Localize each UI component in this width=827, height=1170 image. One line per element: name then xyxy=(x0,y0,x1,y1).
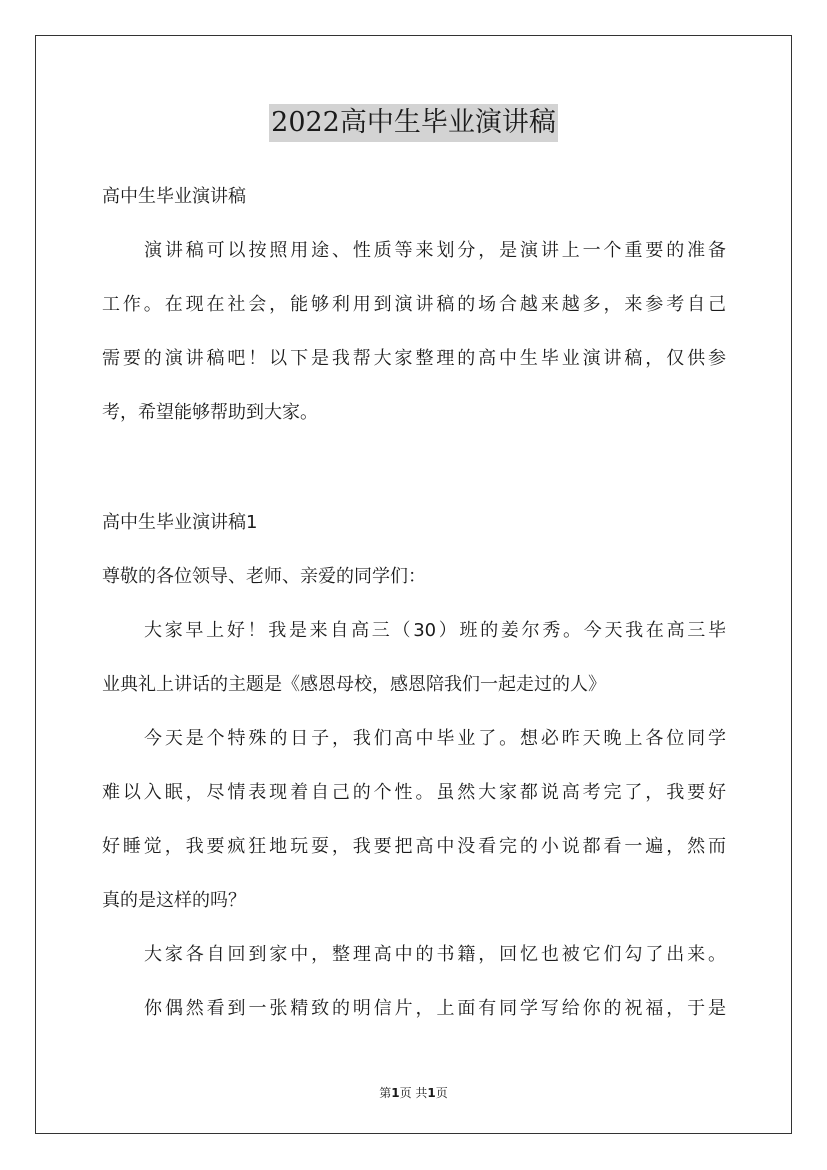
footer-suffix: 页 xyxy=(435,1086,448,1100)
footer-mid: 页 共 xyxy=(399,1086,428,1100)
para2-line-2: 难以入眠，尽情表现着自己的个性。虽然大家都说高考完了，我要好 xyxy=(102,782,726,803)
para2-line-3: 好睡觉，我要疯狂地玩耍，我要把高中没看完的小说都看一遍，然而 xyxy=(102,836,726,857)
para1-line-2: 业典礼上讲话的主题是《感恩母校，感恩陪我们一起走过的人》 xyxy=(102,674,606,695)
intro-line-4: 考，希望能够帮助到大家。 xyxy=(102,402,318,423)
footer-prefix: 第 xyxy=(379,1086,392,1100)
title-container xyxy=(0,104,827,142)
intro-line-3: 需要的演讲稿吧！以下是我帮大家整理的高中生毕业演讲稿，仅供参 xyxy=(102,348,726,369)
para3-line-1: 大家各自回到家中，整理高中的书籍，回忆也被它们勾了出来。 xyxy=(144,944,726,965)
document-title: 2022高中生毕业演讲稿 xyxy=(269,104,558,142)
footer-page-number: 1 xyxy=(391,1086,400,1100)
intro-line-2: 工作。在现在社会，能够利用到演讲稿的场合越来越多，来参考自己 xyxy=(102,294,726,315)
subtitle: 高中生毕业演讲稿 xyxy=(102,186,246,207)
section-heading: 高中生毕业演讲稿1 xyxy=(102,512,258,533)
para1-line-1: 大家早上好！我是来自高三（30）班的姜尔秀。今天我在高三毕 xyxy=(144,620,726,641)
footer-page-total: 1 xyxy=(427,1086,436,1100)
intro-line-1: 演讲稿可以按照用途、性质等来划分，是演讲上一个重要的准备 xyxy=(144,240,726,261)
para2-line-1: 今天是个特殊的日子，我们高中毕业了。想必昨天晚上各位同学 xyxy=(144,728,726,749)
para4-line-1: 你偶然看到一张精致的明信片，上面有同学写给你的祝福，于是 xyxy=(144,998,726,1019)
page-footer xyxy=(0,1084,827,1101)
salutation: 尊敬的各位领导、老师、亲爱的同学们： xyxy=(102,566,426,587)
para2-line-4: 真的是这样的吗？ xyxy=(102,890,246,911)
